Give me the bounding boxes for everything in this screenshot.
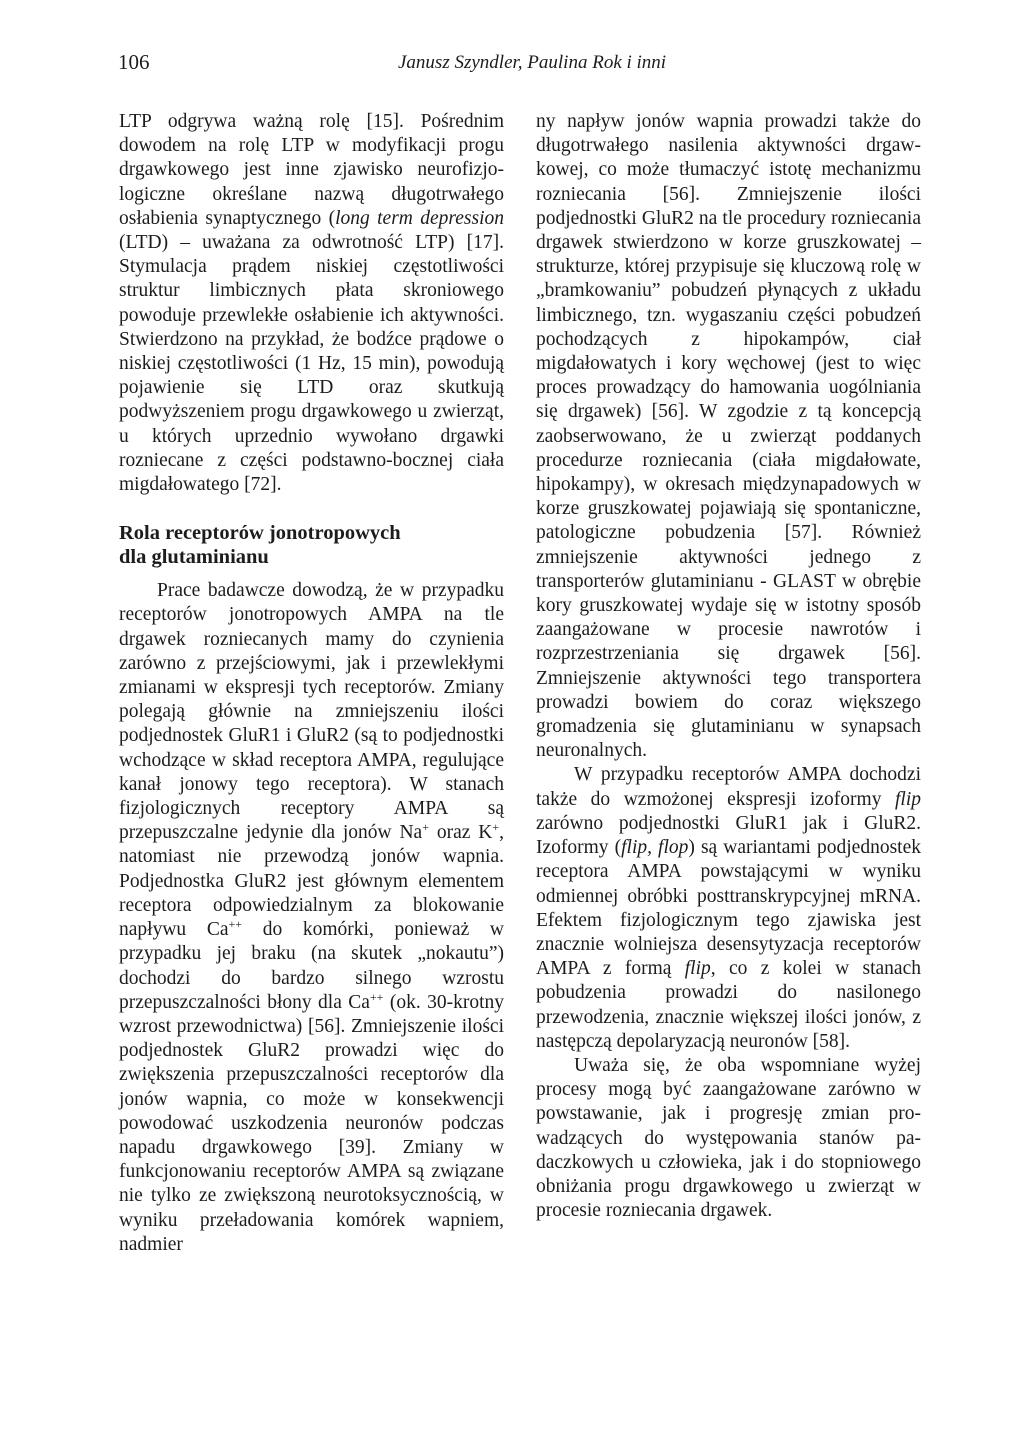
paragraph-ampa-receptors: Prace badawcze dowodzą, że w przypadku receptorów jonotropowych AMPA na tle drgawek rozniecanych mamy do czynienia zarówno z przejściowymi, jak i przewlekłymi zmianami w ekspresji tych receptorów. Zmiany polegają głównie na zmniejszeniu ilości podjednostek GluR1 i GluR2 (są to podjednostki wchodzące w skład receptora AMPA, regulujące kanał jonowy tego receptora). W stanach fizjologicznych receptory AMPA są przepuszczalne jedynie dla jonów Na+ oraz K+, natomiast nie przewodzą jonów wapnia. Podjednostka GluR2 jest głównym elementem receptora odpowiedzialnym za blokowanie napływu Ca++ do komórki, ponieważ w przypadku jej braku (na skutek „nokautu”) dochodzi do bardzo silnego wzrostu przepuszczalności błony dla Ca++ (ok. 30-krotny wzrost przewodnictwa) [56]. Zmniejszenie ilości podjednostek GluR2 prowadzi więc do zwiększenia przepuszczalności receptorów dla jonów wapnia, co może w konsekwencji powodować uszkodzenia neuronów podczas napadu drgawkowego [39]. Zmiany w funkcjonowaniu receptorów AMPA są związane nie tylko ze zwiększoną neurotoksycznością, w wyniku przeładowania komórek wapniem, nadmier [119,580,505,1255]
section-heading: Rola receptorów jonotropowych dla glutaminianu [119,522,401,569]
running-head: Janusz Szyndler, Paulina Rok i inni [398,52,667,73]
left-column [119,110,504,1257]
paragraph-flip-flop: W przypadku receptorów AMPA dochodzi także do wzmożonej ekspresji izoformy flip zarówno podjednostki GluR1 jak i GluR2. Izoformy (flip, flop) są wariantami podjednostek receptora AMPA powstającymi w wyniku odmiennej obróbki posttranskrypcyjnej mRNA. Efektem fizjologicznym tego zjawiska jest znacznie wolniejsza desensytyzacja receptorów AMPA z formą flip, co z kolei w stanach pobudzenia prowadzi do nasilonego przewodzenia, znacznie większej ilości jonów, z następczą depolaryzacją neuronów [58]. [536,764,921,1052]
page-number: 106 [118,50,150,74]
right-column [536,110,921,1223]
paragraph-conclusion: Uważa się, że oba wspomniane wyżej procesy mogą być zaangażowane zarówno w powstawanie, jak i progresję zmian prowadzących do występowania stanów padaczkowych u człowieka, jak i do stopniowego obniżania progu drgawkowego u zwierząt w procesie rozniecania drgawek. [536,1054,921,1222]
paragraph-piriform-cortex: ny napływ jonów wapnia prowadzi także do długotrwałego nasilenia aktywności drgawkowej, co może tłumaczyć istotę mechanizmu rozniecania [56]. Zmniejszenie ilości podjednostki GluR2 na tle procedury rozniecania drgawek stwierdzono w korze gruszkowatej – strukturze, której przypisuje się kluczową rolę w „bramkowaniu” pobudzeń płynących z układu limbicznego, tzn. wygaszaniu części pobudzeń pochodzących z hipokampów, ciał migdałowatych i kory węchowej (jest to więc proces prowadzący do hamowania uogólniania się drgawek) [56]. W zgodzie z tą koncepcją zaobserwowano, że u zwierząt poddanych procedurze rozniecania (ciała migdałowate, hipokampy), w okresach międzynapadowych w korze gruszkowatej pojawiają się spontaniczne, patologiczne pobudzenia [57]. Również zmniejszenie aktywności jednego z transporterów glutaminianu - GLAST w obrębie kory gruszkowatej wydaje się w istotny sposób zaangażowane w procesie nawrotów i rozprzestrzeniania się drgawek [56]. Zmniejszenie aktywności tego transportera prowadzi bowiem do coraz większego gromadzenia się glutaminianu w synapsach neuronalnych. [536,111,921,762]
paragraph-ltp-ltd: LTP odgrywa ważną rolę [15]. Pośrednim dowodem na rolę LTP w modyfikacji progu drgawkowego jest inne zjawisko neurofizjologiczne określane nazwą długotrwałego osłabienia synaptycznego (long term depression (LTD) – uważana za odwrotność LTP) [17]. Stymulacja prądem niskiej częstotliwości struktur limbicznych płata skroniowego powoduje przewlekłe osłabienie ich aktywności. Stwierdzono na przykład, że bodźce prądowe o niskiej częstotliwości (1 Hz, 15 min), powodują pojawienie się LTD oraz skutkują podwyższeniem progu drgawkowego u zwierząt, u których uprzednio wywołano drgawki rozniecane z części podstawno-bocznej ciała migdałowatego [72]. [119,111,504,496]
